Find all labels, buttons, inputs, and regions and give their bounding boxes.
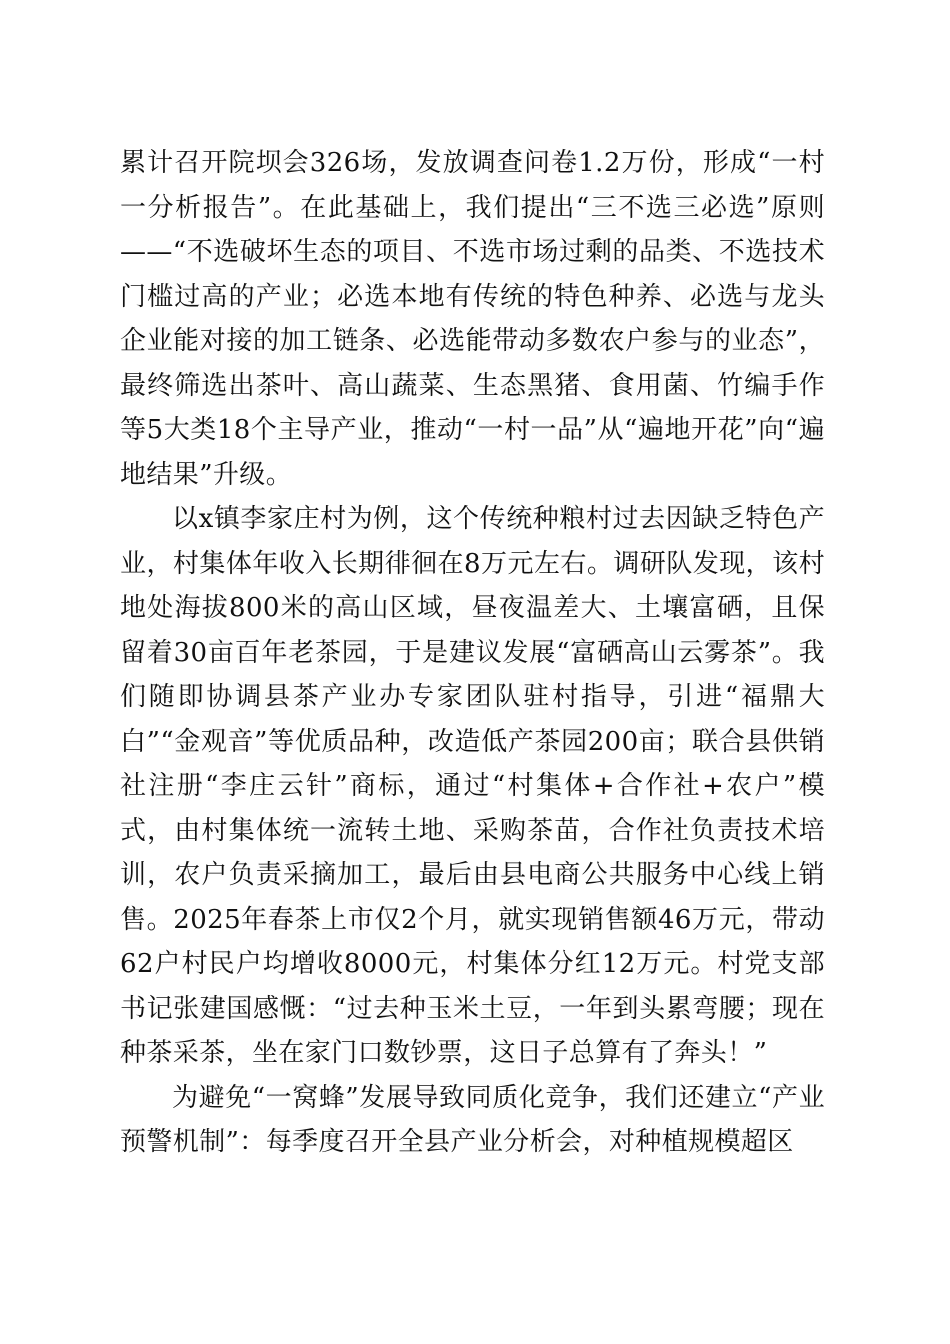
paragraph-3: 为避免“一窝蜂”发展导致同质化竞争，我们还建立“产业预警机制”：每季度召开全县产业分析会，对种植规模超区 — [120, 1082, 825, 1157]
paragraph-1: 累计召开院坝会326场，发放调查问卷1.2万份，形成“一村一分析报告”。在此基础上，我们提出“三不选三必选”原则——“不选破坏生态的项目、不选市场过剩的品类、不选技术门槛过高的产业；必选本地有传统的特色种养、必选与龙头企业能对接的加工链条、必选能带动多数农户参与的业态”，最终筛选出茶叶、高山蔬菜、生态黑猪、食用菌、竹编手作等5大类18个主导产业，推动“一村一品”从“遍地开花”向“遍地结果”升级。 — [120, 148, 825, 490]
document-body — [120, 141, 825, 1165]
paragraph-2: 以x镇李家庄村为例，这个传统种粮村过去因缺乏特色产业，村集体年收入长期徘徊在8万元左右。调研队发现，该村地处海拔800米的高山区域，昼夜温差大、土壤富硒，且保留着30亩百年老茶园，于是建议发展“富硒高山云雾茶”。我们随即协调县茶产业办专家团队驻村指导，引进“福鼎大白”“金观音”等优质品种，改造低产茶园200亩；联合县供销社注册“李庄云针”商标，通过“村集体+合作社+农户”模式，由村集体统一流转土地、采购茶苗，合作社负责技术培训，农户负责采摘加工，最后由县电商公共服务中心线上销售。2025年春茶上市仅2个月，就实现销售额46万元，带动62户村民户均增收8000元，村集体分红12万元。村党支部书记张建国感慨：“过去种玉米土豆，一年到头累弯腰；现在种茶采茶，坐在家门口数钞票，这日子总算有了奔头！” — [120, 504, 825, 1068]
